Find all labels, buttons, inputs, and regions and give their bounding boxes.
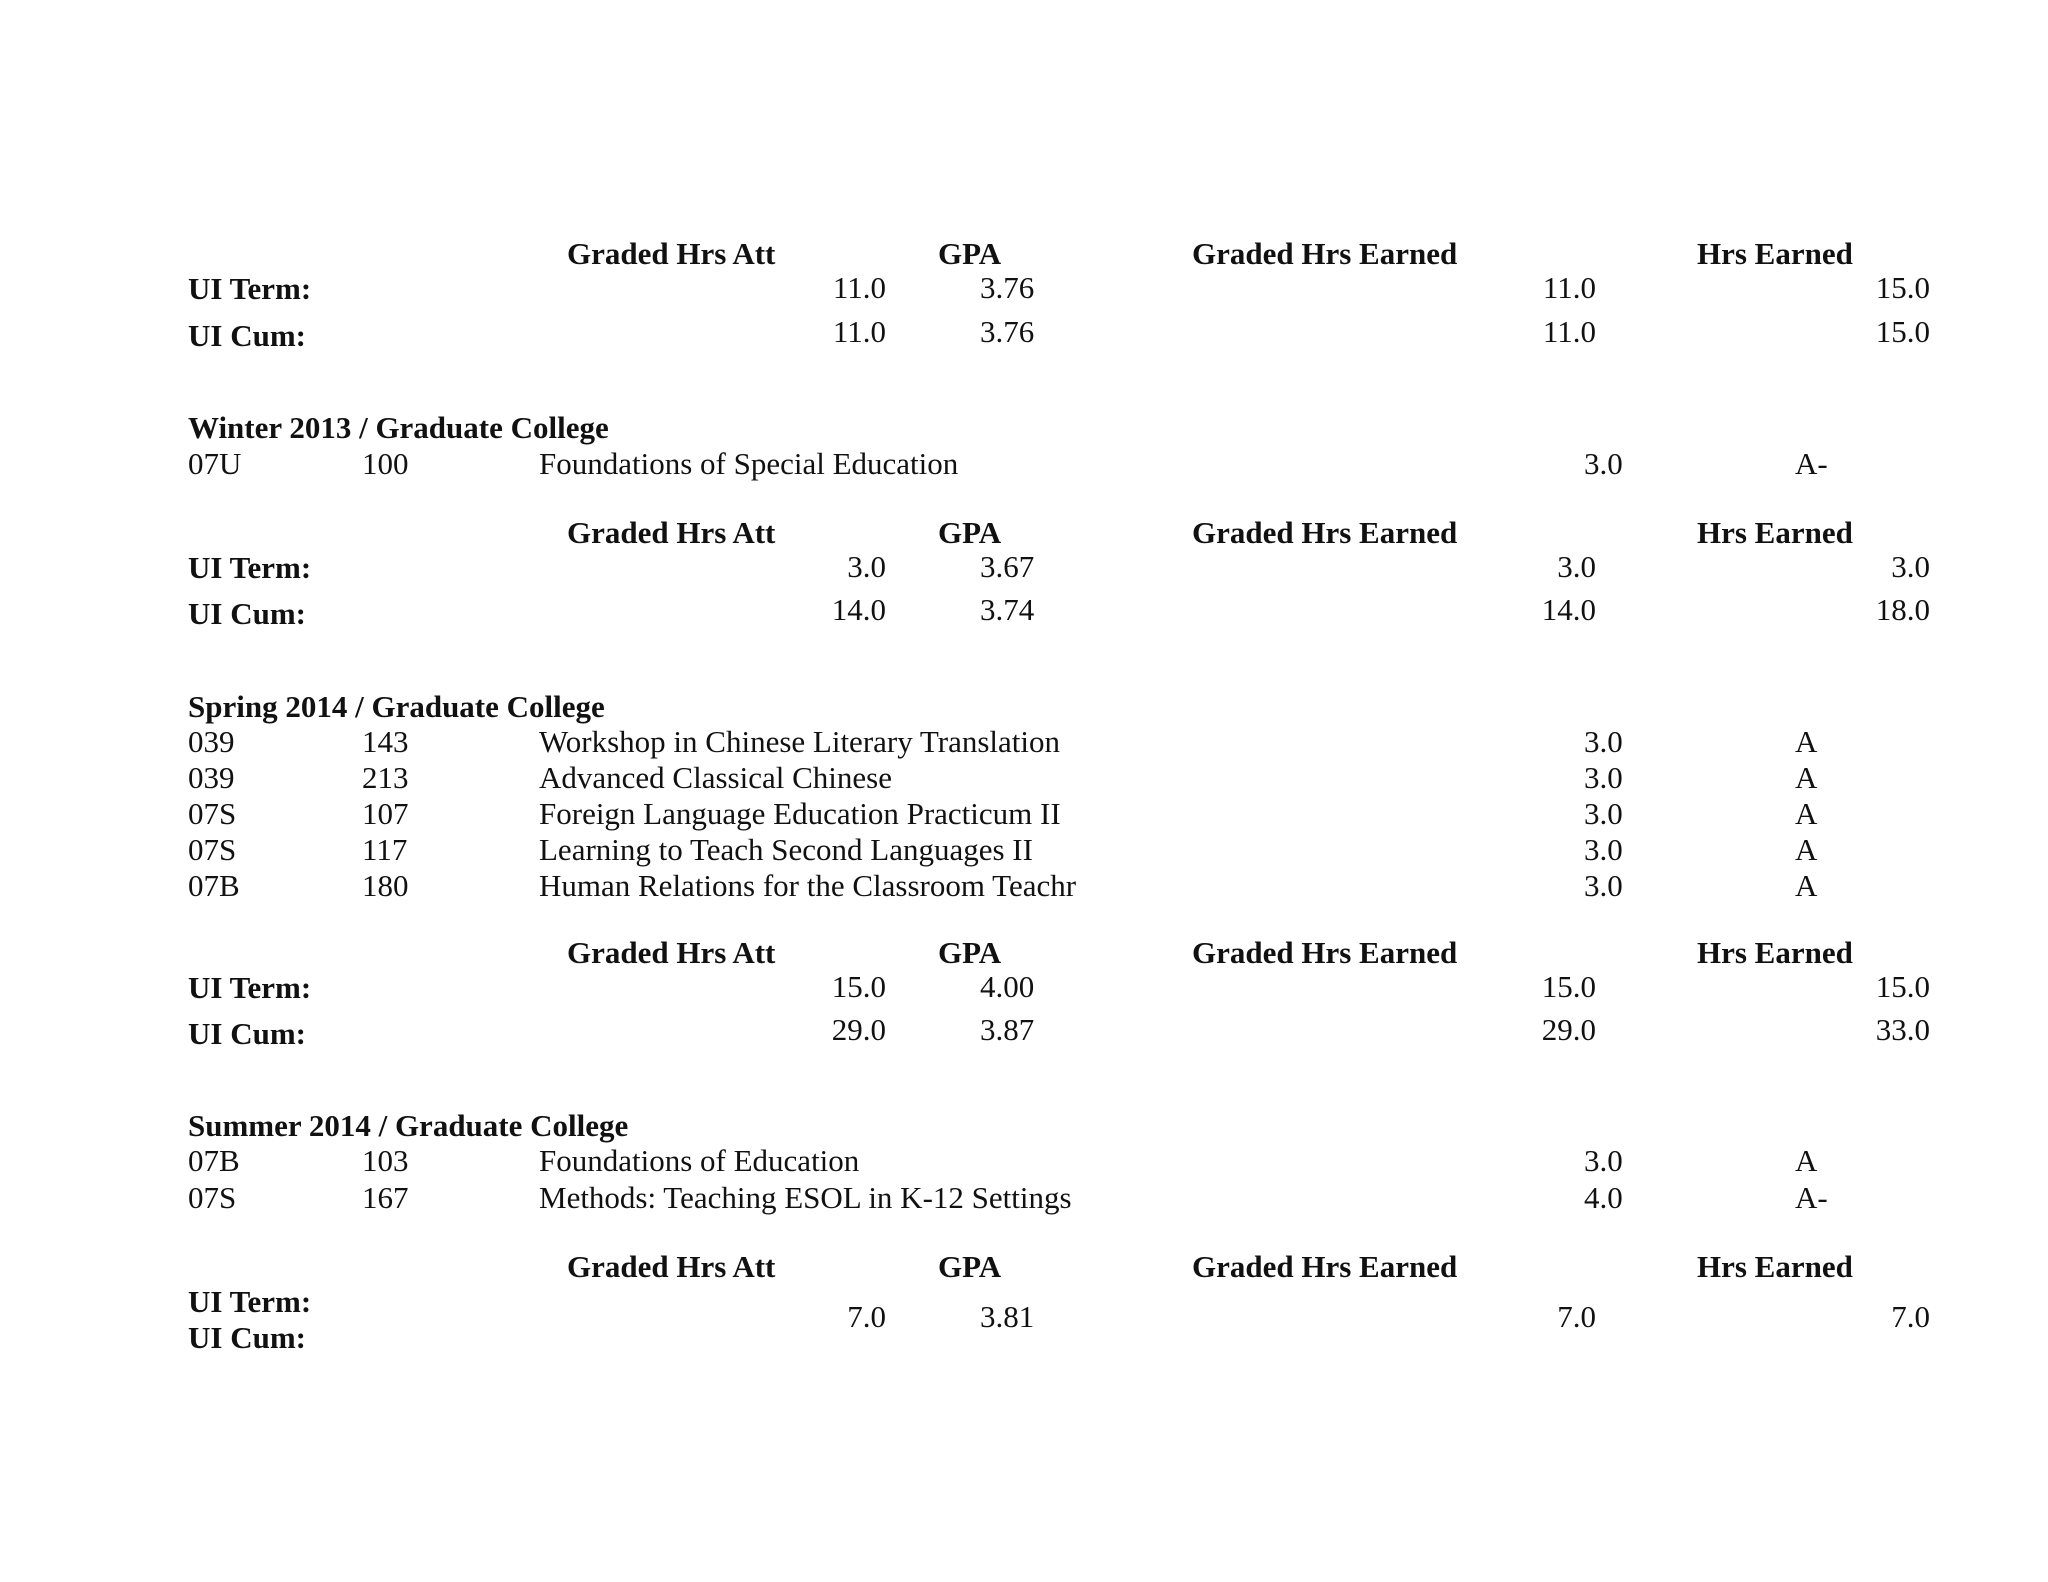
cum-graded-hrs-earned: 11.0 <box>1542 314 1596 349</box>
header-graded-hrs-earned: Graded Hrs Earned <box>1192 236 1458 271</box>
combined-gpa: 3.81 <box>980 1299 1035 1334</box>
header-gpa: GPA <box>938 515 1002 550</box>
course-dept: 07U <box>188 446 242 481</box>
term-gpa: 4.00 <box>980 969 1035 1004</box>
term-hrs-earned: 3.0 <box>1891 549 1930 584</box>
course-title: Human Relations for the Classroom Teachr <box>539 868 1077 903</box>
term-graded-hrs-earned: 15.0 <box>1541 969 1596 1004</box>
header-graded-hrs-earned: Graded Hrs Earned <box>1192 935 1458 970</box>
header-graded-hrs-earned: Graded Hrs Earned <box>1192 515 1458 550</box>
ui-term-label: UI Term: <box>188 550 312 585</box>
ui-term-label: UI Term: <box>188 970 312 1005</box>
header-graded-hrs-earned: Graded Hrs Earned <box>1192 1249 1458 1284</box>
ui-term-label: UI Term: <box>188 1284 312 1319</box>
course-grade: A <box>1795 724 1818 759</box>
header-gpa: GPA <box>938 236 1002 271</box>
course-title: Learning to Teach Second Languages II <box>539 832 1033 867</box>
course-dept: 07B <box>188 1143 240 1178</box>
course-number: 117 <box>362 832 408 867</box>
course-title: Foundations of Special Education <box>539 446 959 481</box>
course-number: 167 <box>362 1180 409 1215</box>
header-graded-hrs-att: Graded Hrs Att <box>567 236 776 271</box>
header-hrs-earned: Hrs Earned <box>1697 515 1853 550</box>
course-hours: 3.0 <box>1584 446 1623 481</box>
term-graded-hrs-att: 15.0 <box>831 969 886 1004</box>
course-grade: A- <box>1795 1180 1828 1215</box>
ui-term-label: UI Term: <box>188 271 312 306</box>
course-number: 100 <box>362 446 409 481</box>
ui-cum-label: UI Cum: <box>188 1320 306 1355</box>
course-title: Foreign Language Education Practicum II <box>539 796 1061 831</box>
term-graded-hrs-att: 3.0 <box>847 549 886 584</box>
header-hrs-earned: Hrs Earned <box>1697 236 1853 271</box>
header-graded-hrs-att: Graded Hrs Att <box>567 935 776 970</box>
course-dept: 07S <box>188 796 237 831</box>
header-hrs-earned: Hrs Earned <box>1697 1249 1853 1284</box>
course-number: 213 <box>362 760 409 795</box>
header-graded-hrs-att: Graded Hrs Att <box>567 515 776 550</box>
cum-hrs-earned: 18.0 <box>1875 592 1930 627</box>
course-hours: 3.0 <box>1584 1143 1623 1178</box>
course-grade: A- <box>1795 446 1828 481</box>
course-dept: 039 <box>188 724 235 759</box>
cum-hrs-earned: 15.0 <box>1875 314 1930 349</box>
course-title: Workshop in Chinese Literary Translation <box>539 724 1061 759</box>
course-hours: 4.0 <box>1584 1180 1623 1215</box>
course-dept: 07S <box>188 1180 237 1215</box>
header-hrs-earned: Hrs Earned <box>1697 935 1853 970</box>
term-hrs-earned: 15.0 <box>1875 270 1930 305</box>
cum-graded-hrs-earned: 14.0 <box>1541 592 1596 627</box>
course-hours: 3.0 <box>1584 724 1623 759</box>
course-number: 103 <box>362 1143 409 1178</box>
term-graded-hrs-earned: 11.0 <box>1542 270 1596 305</box>
course-number: 107 <box>362 796 409 831</box>
course-number: 180 <box>362 868 409 903</box>
course-dept: 07B <box>188 868 240 903</box>
cum-gpa: 3.76 <box>980 314 1035 349</box>
cum-gpa: 3.87 <box>980 1012 1035 1047</box>
course-grade: A <box>1795 760 1818 795</box>
term-heading: Winter 2013 / Graduate College <box>188 410 609 445</box>
term-graded-hrs-att: 11.0 <box>832 270 886 305</box>
course-dept: 039 <box>188 760 235 795</box>
course-grade: A <box>1795 868 1818 903</box>
cum-graded-hrs-earned: 29.0 <box>1541 1012 1596 1047</box>
cum-graded-hrs-att: 11.0 <box>832 314 886 349</box>
ui-cum-label: UI Cum: <box>188 596 306 631</box>
term-hrs-earned: 15.0 <box>1875 969 1930 1004</box>
cum-graded-hrs-att: 29.0 <box>831 1012 886 1047</box>
term-heading: Spring 2014 / Graduate College <box>188 689 605 724</box>
course-title: Advanced Classical Chinese <box>539 760 892 795</box>
header-graded-hrs-att: Graded Hrs Att <box>567 1249 776 1284</box>
course-title: Methods: Teaching ESOL in K-12 Settings <box>539 1180 1072 1215</box>
cum-hrs-earned: 33.0 <box>1875 1012 1930 1047</box>
course-hours: 3.0 <box>1584 832 1623 867</box>
combined-graded-hrs-att: 7.0 <box>847 1299 886 1334</box>
term-graded-hrs-earned: 3.0 <box>1557 549 1596 584</box>
course-hours: 3.0 <box>1584 760 1623 795</box>
header-gpa: GPA <box>938 935 1002 970</box>
header-gpa: GPA <box>938 1249 1002 1284</box>
course-grade: A <box>1795 1143 1818 1178</box>
term-heading: Summer 2014 / Graduate College <box>188 1108 629 1143</box>
course-dept: 07S <box>188 832 237 867</box>
cum-gpa: 3.74 <box>980 592 1035 627</box>
course-grade: A <box>1795 796 1818 831</box>
cum-graded-hrs-att: 14.0 <box>831 592 886 627</box>
course-grade: A <box>1795 832 1818 867</box>
ui-cum-label: UI Cum: <box>188 1016 306 1051</box>
combined-graded-hrs-earned: 7.0 <box>1557 1299 1596 1334</box>
combined-hrs-earned: 7.0 <box>1891 1299 1930 1334</box>
course-hours: 3.0 <box>1584 796 1623 831</box>
course-hours: 3.0 <box>1584 868 1623 903</box>
course-number: 143 <box>362 724 409 759</box>
term-gpa: 3.67 <box>980 549 1035 584</box>
ui-cum-label: UI Cum: <box>188 318 306 353</box>
term-gpa: 3.76 <box>980 270 1035 305</box>
course-title: Foundations of Education <box>539 1143 860 1178</box>
